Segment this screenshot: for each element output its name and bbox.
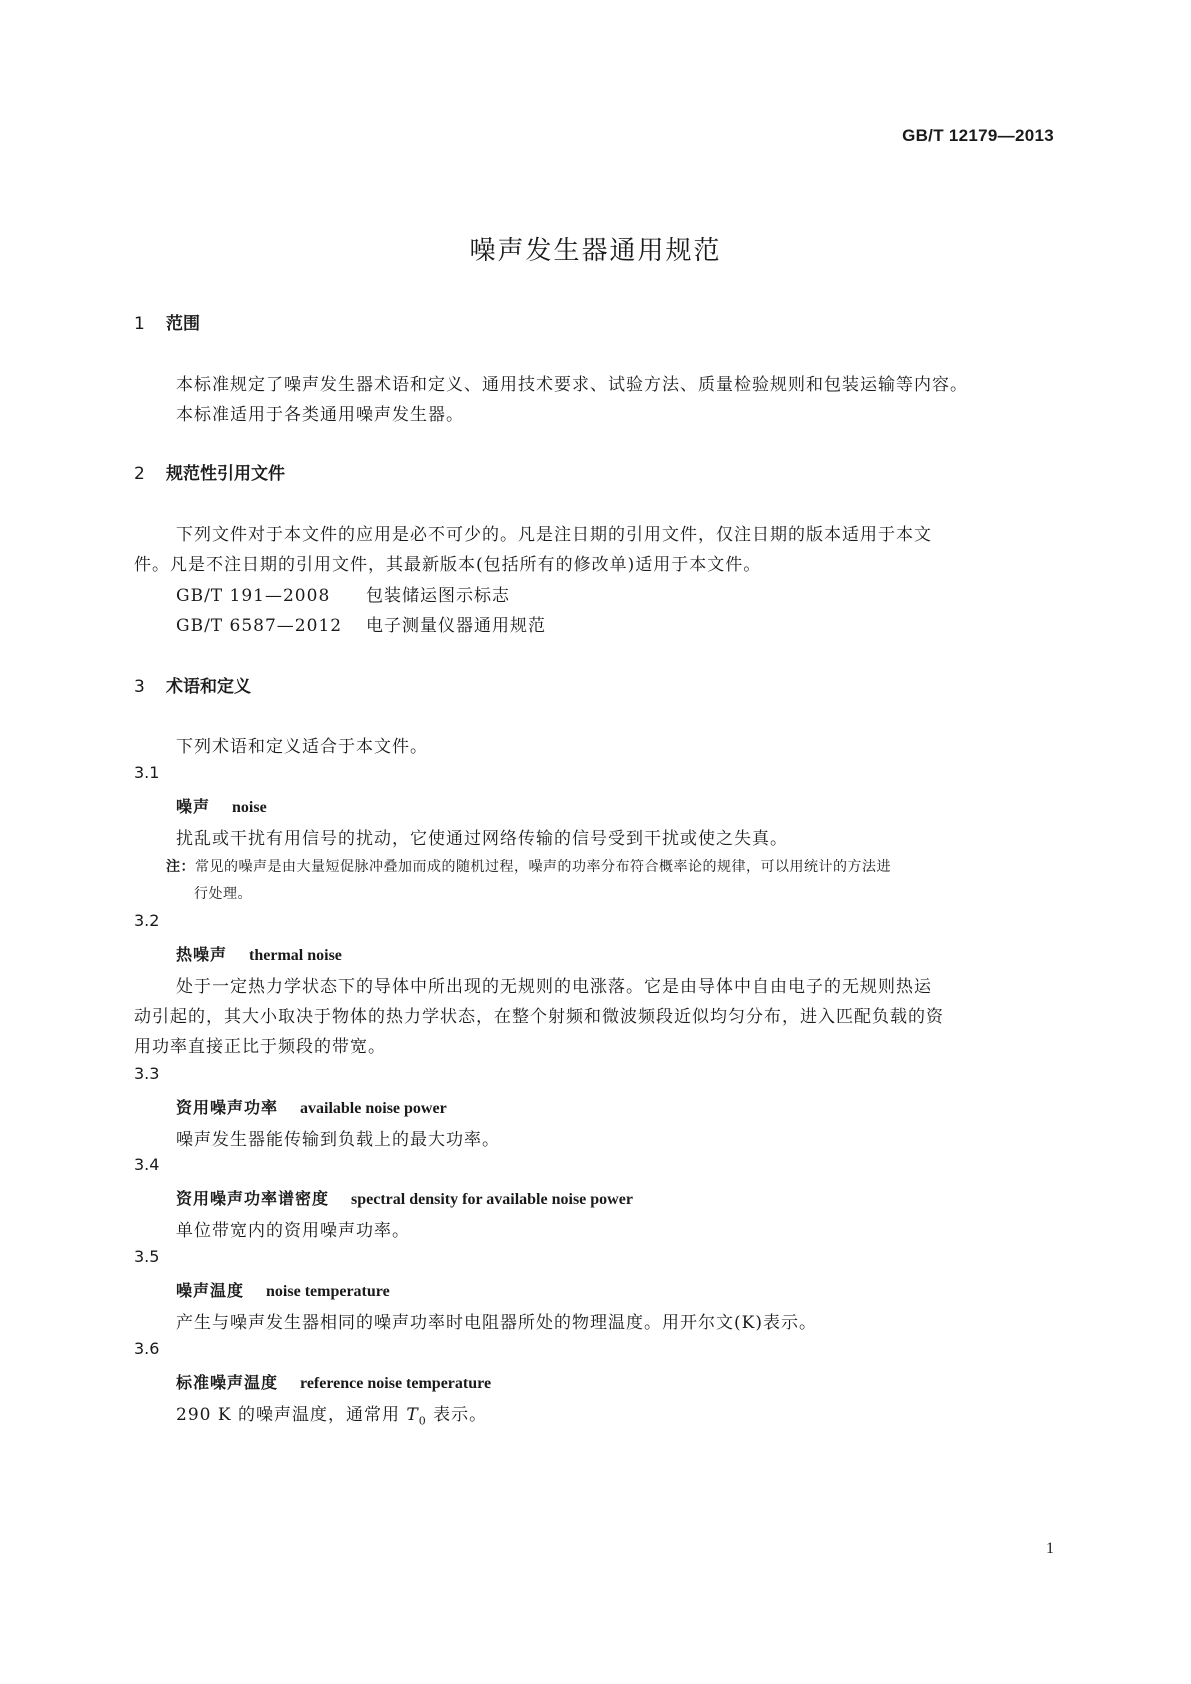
paragraph: 件。凡是不注日期的引用文件，其最新版本(包括所有的修改单)适用于本文件。	[134, 555, 762, 575]
term-chinese: 噪声	[176, 797, 211, 816]
section-2-heading	[134, 459, 285, 484]
term-definition	[176, 1400, 487, 1427]
term-definition: 处于一定热力学状态下的导体中所出现的无规则的电涨落。它是由导体中自由电子的无规则热运	[176, 977, 932, 997]
term-english: noise temperature	[266, 1283, 390, 1300]
reference-item	[176, 581, 510, 606]
term-definition: 扰乱或干扰有用信号的扰动，它使通过网络传输的信号受到干扰或使之失真。	[176, 829, 788, 849]
note-label: 注：	[166, 859, 195, 875]
term-number: 3.6	[134, 1339, 160, 1358]
paragraph: 下列文件对于本文件的应用是必不可少的。凡是注日期的引用文件，仅注日期的版本适用于本文	[176, 525, 932, 545]
term-number: 3.5	[134, 1247, 160, 1266]
term-definition: 单位带宽内的资用噪声功率。	[176, 1221, 410, 1241]
term-english: reference noise temperature	[300, 1375, 492, 1392]
term-heading	[176, 794, 267, 817]
term-heading	[176, 1278, 390, 1301]
symbol-t0	[406, 1405, 427, 1428]
paragraph: 本标准适用于各类通用噪声发生器。	[176, 405, 464, 425]
reference-code: GB/T 6587—2012	[176, 616, 343, 636]
term-heading	[176, 1186, 633, 1209]
term-heading	[176, 1095, 447, 1118]
note-text: 常见的噪声是由大量短促脉冲叠加而成的随机过程，噪声的功率分布符合概率论的规律，可以用统计的方法进	[195, 859, 891, 875]
section-title: 规范性引用文件	[166, 464, 285, 484]
symbol-letter: T	[406, 1405, 419, 1425]
page-number: 1	[1046, 1540, 1054, 1557]
term-definition: 动引起的，其大小取决于物体的热力学状态，在整个射频和微波频段近似均匀分布，进入匹配负载的资	[134, 1007, 944, 1027]
definition-text: 290 K 的噪声温度，通常用	[176, 1405, 407, 1425]
reference-item	[176, 611, 546, 636]
section-1-heading	[134, 309, 200, 334]
standard-code: GB/T 12179—2013	[902, 126, 1054, 145]
note	[166, 856, 891, 876]
symbol-subscript: 0	[418, 1414, 427, 1428]
term-english: thermal noise	[249, 947, 342, 964]
section-number: 3	[134, 677, 145, 697]
section-number: 2	[134, 464, 145, 484]
reference-code: GB/T 191—2008	[176, 586, 331, 606]
term-definition: 用功率直接正比于频段的带宽。	[134, 1037, 386, 1057]
reference-title: 电子测量仪器通用规范	[366, 616, 546, 636]
section-title: 范围	[166, 314, 200, 334]
section-title: 术语和定义	[166, 677, 251, 697]
term-chinese: 噪声温度	[176, 1281, 245, 1300]
term-heading	[176, 1370, 491, 1393]
paragraph: 本标准规定了噪声发生器术语和定义、通用技术要求、试验方法、质量检验规则和包装运输等内容。	[176, 375, 968, 395]
term-definition: 产生与噪声发生器相同的噪声功率时电阻器所处的物理温度。用开尔文(K)表示。	[176, 1313, 817, 1333]
note-text: 行处理。	[194, 886, 252, 902]
document-title: 噪声发生器通用规范	[469, 236, 722, 266]
term-chinese: 标准噪声温度	[176, 1373, 279, 1392]
paragraph: 下列术语和定义适合于本文件。	[176, 737, 428, 757]
term-english: spectral density for available noise power	[351, 1191, 633, 1208]
term-chinese: 资用噪声功率谱密度	[176, 1189, 330, 1208]
term-number: 3.1	[134, 763, 160, 782]
term-heading	[176, 942, 342, 965]
term-number: 3.4	[134, 1155, 160, 1174]
term-english: available noise power	[300, 1100, 447, 1117]
term-number: 3.3	[134, 1064, 160, 1083]
term-chinese: 资用噪声功率	[176, 1098, 279, 1117]
term-chinese: 热噪声	[176, 945, 228, 964]
term-number: 3.2	[134, 911, 160, 930]
section-number: 1	[134, 314, 145, 334]
term-english: noise	[232, 799, 267, 816]
reference-title: 包装储运图示标志	[366, 586, 510, 606]
definition-text: 表示。	[426, 1405, 488, 1425]
section-3-heading	[134, 672, 251, 697]
term-definition: 噪声发生器能传输到负载上的最大功率。	[176, 1130, 500, 1150]
